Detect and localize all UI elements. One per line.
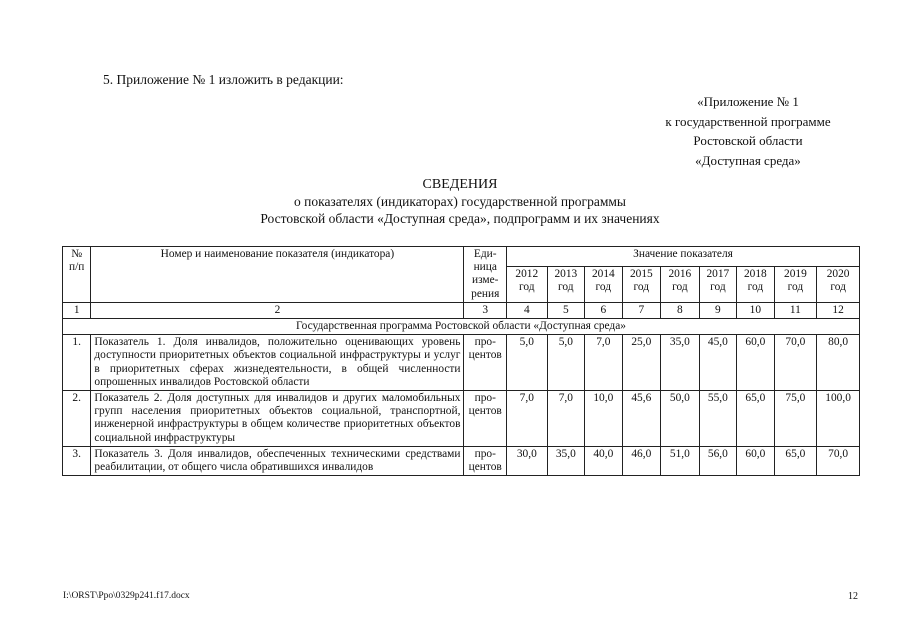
column-number-row xyxy=(63,302,860,318)
row-unit: про-центов xyxy=(464,335,507,391)
row-value: 50,0 xyxy=(661,391,700,447)
row-value: 70,0 xyxy=(774,335,817,391)
row-value: 45,0 xyxy=(699,335,737,391)
column-number: 2 xyxy=(91,302,464,318)
column-number: 10 xyxy=(737,302,775,318)
header-name: Номер и наименование показателя (индикатора) xyxy=(91,247,464,303)
title-heading: СВЕДЕНИЯ xyxy=(422,177,498,192)
row-name: Показатель 1. Доля инвалидов, положительно оценивающих уровень доступности приоритетных объектов социальной инфраструктуры и услуг в приоритетных сферах жизнедеятельности, в общей численности опрошенных инвалидов Ростовской области xyxy=(91,335,464,391)
footer-file-path: I:\ORST\Ppo\0329p241.f17.docx xyxy=(63,591,190,601)
appendix-ref-line: «Приложение № 1 xyxy=(697,94,799,109)
row-value: 10,0 xyxy=(585,391,623,447)
header-year: 2014 год xyxy=(585,266,623,302)
row-value: 80,0 xyxy=(817,335,860,391)
row-value: 51,0 xyxy=(661,446,700,475)
header-value-group: Значение показателя xyxy=(507,247,860,267)
row-unit: про-центов xyxy=(464,391,507,447)
row-value: 30,0 xyxy=(507,446,548,475)
header-year: 2016 год xyxy=(661,266,700,302)
row-name: Показатель 2. Доля доступных для инвалидов и других маломобильных групп населения приоритетных объектов социальной, транспортной, инженерной инфраструктуры в общем количестве приоритетных объектов социальной инфраструктуры xyxy=(91,391,464,447)
row-num: 1. xyxy=(63,335,91,391)
header-year: 2018 год xyxy=(737,266,775,302)
row-value: 25,0 xyxy=(622,335,661,391)
footer-page-number: 12 xyxy=(848,591,858,602)
row-num: 3. xyxy=(63,446,91,475)
row-value: 56,0 xyxy=(699,446,737,475)
appendix-ref-line: к государственной программе xyxy=(665,113,831,129)
document-title xyxy=(150,176,770,227)
column-number: 9 xyxy=(699,302,737,318)
header-year: 2019 год xyxy=(774,266,817,302)
header-num: № п/п xyxy=(63,247,91,303)
row-value: 7,0 xyxy=(585,335,623,391)
header-year: 2012 год xyxy=(507,266,548,302)
appendix-reference xyxy=(620,92,876,170)
table-row xyxy=(63,335,860,391)
header-unit: Еди-ница изме-рения xyxy=(464,247,507,303)
row-value: 46,0 xyxy=(622,446,661,475)
row-value: 45,6 xyxy=(622,391,661,447)
column-number: 6 xyxy=(585,302,623,318)
row-name: Показатель 3. Доля инвалидов, обеспеченных техническими средствами реабилитации, от общего числа обратившихся инвалидов xyxy=(91,446,464,475)
column-number: 7 xyxy=(622,302,661,318)
title-line: Ростовской области «Доступная среда», подпрограмм и их значениях xyxy=(260,211,660,226)
row-value: 7,0 xyxy=(507,391,548,447)
row-value: 70,0 xyxy=(817,446,860,475)
row-value: 65,0 xyxy=(737,391,775,447)
row-value: 100,0 xyxy=(817,391,860,447)
table-row xyxy=(63,446,860,475)
section-row xyxy=(63,319,860,335)
header-year: 2015 год xyxy=(622,266,661,302)
row-num: 2. xyxy=(63,391,91,447)
column-number: 8 xyxy=(661,302,700,318)
appendix-ref-line: «Доступная среда» xyxy=(695,152,801,168)
column-number: 11 xyxy=(774,302,817,318)
header-year: 2020 год xyxy=(817,266,860,302)
row-value: 5,0 xyxy=(507,335,548,391)
column-number: 5 xyxy=(547,302,585,318)
row-value: 55,0 xyxy=(699,391,737,447)
section-title: Государственная программа Ростовской области «Доступная среда» xyxy=(63,319,860,335)
column-number: 1 xyxy=(63,302,91,318)
column-number: 12 xyxy=(817,302,860,318)
header-year: 2017 год xyxy=(699,266,737,302)
appendix-ref-line: Ростовской области xyxy=(693,133,803,148)
title-line: о показателях (индикаторах) государственной программы xyxy=(293,194,626,209)
intro-text: 5. Приложение № 1 изложить в редакции: xyxy=(103,72,344,87)
column-number: 3 xyxy=(464,302,507,318)
row-value: 35,0 xyxy=(661,335,700,391)
header-year: 2013 год xyxy=(547,266,585,302)
row-value: 60,0 xyxy=(737,446,775,475)
table-row xyxy=(63,391,860,447)
column-number: 4 xyxy=(507,302,548,318)
row-value: 65,0 xyxy=(774,446,817,475)
indicators-table xyxy=(62,246,860,476)
row-value: 40,0 xyxy=(585,446,623,475)
row-value: 60,0 xyxy=(737,335,775,391)
row-unit: про-центов xyxy=(464,446,507,475)
row-value: 5,0 xyxy=(547,335,585,391)
row-value: 35,0 xyxy=(547,446,585,475)
row-value: 7,0 xyxy=(547,391,585,447)
row-value: 75,0 xyxy=(774,391,817,447)
table-header-row xyxy=(63,247,860,267)
